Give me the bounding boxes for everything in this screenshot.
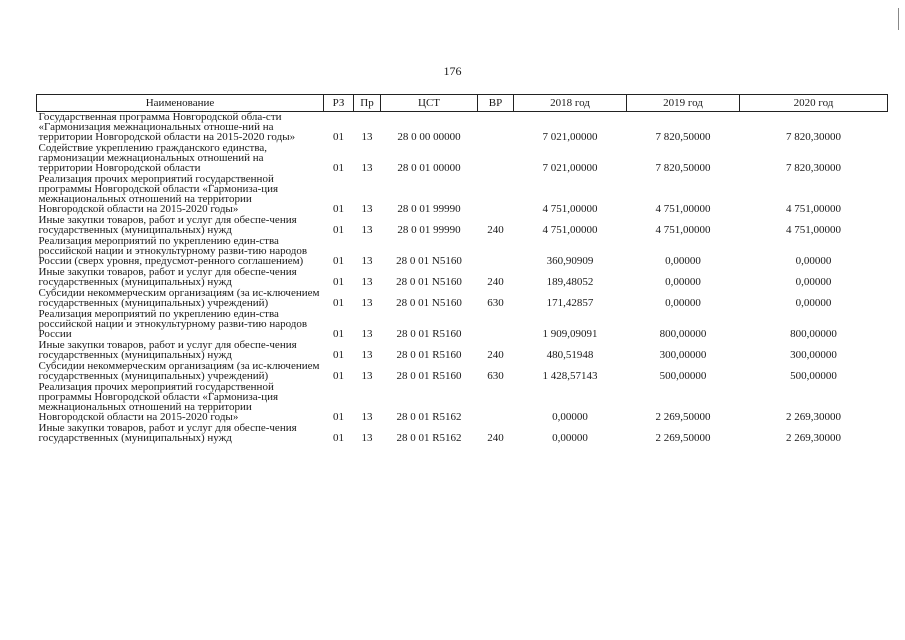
- cell-name: Иные закупки товаров, работ и услуг для обеспе-чения государственных (муниципальных) нужд: [38, 214, 297, 236]
- cell-2019: 0,00000: [665, 255, 701, 267]
- page-number: 176: [443, 64, 462, 78]
- cell-rz: 01: [333, 203, 344, 215]
- budget-table: [36, 94, 888, 444]
- cell-cst: 28 0 01 00000: [397, 162, 461, 174]
- header-vr: ВР: [478, 95, 514, 112]
- cell-vr: 240: [487, 349, 504, 361]
- cell-2020: 4 751,00000: [786, 203, 841, 215]
- cell-rz: 01: [333, 411, 344, 423]
- table-row: [37, 309, 888, 340]
- cell-vr: [478, 236, 514, 267]
- cell-rz: 01: [333, 349, 344, 361]
- table-row: [37, 288, 888, 309]
- cell-name: Реализация мероприятий по укреплению един-ства российской нации и этнокультурному разви-тию народов России (сверх уровня, предусмот-ренного соглашением): [38, 235, 308, 267]
- table-row: [37, 143, 888, 174]
- cell-2018: 7 021,00000: [542, 162, 598, 174]
- cell-name: Государственная программа Новгородской обла-сти «Гармонизация межнациональных отноше-ний на территории Новгородской области на 2015-2020 годы»: [38, 111, 296, 143]
- cell-name: Реализация мероприятий по укреплению един-ства российской нации и этнокультурному разви-тию народов России: [38, 308, 308, 340]
- cell-pr: 13: [361, 432, 373, 444]
- cell-cst: 28 0 01 R5160: [396, 328, 462, 340]
- cell-pr: 13: [361, 328, 373, 340]
- cell-vr: 630: [487, 370, 504, 382]
- cell-rz: 01: [333, 131, 344, 143]
- cell-rz: 01: [333, 224, 344, 236]
- cell-2019: 2 269,50000: [655, 432, 711, 444]
- cell-rz: 01: [333, 255, 344, 267]
- cell-2020: 0,00000: [795, 276, 832, 288]
- cell-2018: 480,51948: [546, 349, 594, 361]
- cell-2020: 4 751,00000: [786, 224, 841, 236]
- cell-cst: 28 0 01 R5160: [396, 349, 462, 361]
- header-pr: Пр: [354, 95, 381, 112]
- cell-rz: 01: [333, 162, 344, 174]
- cell-cst: 28 0 01 R5160: [396, 370, 462, 382]
- cell-2020: 800,00000: [790, 328, 837, 340]
- cell-pr: 13: [361, 131, 373, 143]
- cell-2018: 1 428,57143: [542, 370, 598, 382]
- cell-name: Субсидии некоммерческим организациям (за ис-ключением государственных (муниципальных) учреждений): [38, 360, 320, 382]
- cell-cst: 28 0 01 R5162: [396, 411, 462, 423]
- table-row: [37, 340, 888, 361]
- cell-pr: 13: [361, 349, 373, 361]
- cell-vr: 240: [487, 224, 504, 236]
- cell-vr: 630: [487, 297, 504, 309]
- cell-vr: [478, 309, 514, 340]
- header-2018: 2018 год: [514, 95, 627, 112]
- cell-2020: 0,00000: [795, 297, 832, 309]
- cell-rz: 01: [333, 276, 344, 288]
- cell-2018: 0,00000: [552, 432, 588, 444]
- cell-2019: 2 269,50000: [655, 411, 711, 423]
- table-row: [37, 112, 888, 144]
- cell-2019: 0,00000: [665, 297, 701, 309]
- cell-rz: 01: [333, 432, 344, 444]
- cell-2019: 7 820,50000: [655, 131, 711, 143]
- cell-pr: 13: [361, 370, 373, 382]
- cell-cst: 28 0 00 00000: [397, 131, 461, 143]
- cell-cst: 28 0 01 N5160: [396, 297, 462, 309]
- cell-2018: 360,90909: [546, 255, 594, 267]
- cell-2020: 500,00000: [790, 370, 837, 382]
- cell-vr: [478, 174, 514, 215]
- table-body: [37, 112, 888, 445]
- cell-2019: 7 820,50000: [655, 162, 711, 174]
- cell-pr: 13: [361, 297, 373, 309]
- cell-pr: 13: [361, 255, 373, 267]
- cell-cst: 28 0 01 99990: [397, 203, 461, 215]
- header-rz: РЗ: [324, 95, 354, 112]
- cell-2018: 4 751,00000: [542, 203, 598, 215]
- cell-2020: 2 269,30000: [786, 432, 841, 444]
- cell-2019: 500,00000: [659, 370, 707, 382]
- cell-2019: 0,00000: [665, 276, 701, 288]
- cell-vr: [478, 382, 514, 423]
- cell-rz: 01: [333, 297, 344, 309]
- cell-cst: 28 0 01 N5160: [396, 276, 462, 288]
- header-2019: 2019 год: [627, 95, 740, 112]
- cell-name: Иные закупки товаров, работ и услуг для обеспе-чения государственных (муниципальных) нужд: [38, 422, 297, 444]
- cell-name: Содействие укреплению гражданского единства, гармонизации межнациональных отношений на территории Новгородской области: [38, 142, 268, 174]
- cell-cst: 28 0 01 R5162: [396, 432, 462, 444]
- cell-cst: 28 0 01 99990: [397, 224, 461, 236]
- cell-name: Реализация прочих мероприятий государственной программы Новгородской области «Гармониза-ция межнациональных отношений на территории Новгородской области на 2015-2020 годы»: [38, 381, 279, 423]
- cell-pr: 13: [361, 276, 373, 288]
- cell-2018: 4 751,00000: [542, 224, 598, 236]
- table-row: [37, 236, 888, 267]
- table-row: [37, 215, 888, 236]
- cell-2020: 0,00000: [795, 255, 832, 267]
- table-row: [37, 361, 888, 382]
- cell-2020: 7 820,30000: [786, 162, 841, 174]
- cell-2018: 7 021,00000: [542, 131, 598, 143]
- cell-pr: 13: [361, 162, 373, 174]
- cell-2018: 1 909,09091: [542, 328, 598, 340]
- cell-2020: 2 269,30000: [786, 411, 841, 423]
- cell-2019: 300,00000: [659, 349, 707, 361]
- cell-name: Реализация прочих мероприятий государственной программы Новгородской области «Гармониза-ция межнациональных отношений на территории Новгородской области на 2015-2020 годы»: [38, 173, 279, 215]
- cell-rz: 01: [333, 370, 344, 382]
- cell-2020: 7 820,30000: [786, 131, 841, 143]
- cell-2018: 171,42857: [546, 297, 594, 309]
- table-row: [37, 174, 888, 215]
- cell-rz: 01: [333, 328, 344, 340]
- cell-2019: 4 751,00000: [655, 203, 711, 215]
- table-row: [37, 423, 888, 444]
- table-row: [37, 267, 888, 288]
- cell-2019: 800,00000: [659, 328, 707, 340]
- cell-pr: 13: [361, 224, 373, 236]
- scan-edge-mark: [898, 8, 899, 30]
- cell-vr: 240: [487, 276, 504, 288]
- cell-2018: 189,48052: [546, 276, 594, 288]
- cell-2018: 0,00000: [552, 411, 588, 423]
- cell-pr: 13: [361, 411, 373, 423]
- cell-cst: 28 0 01 N5160: [396, 255, 462, 267]
- header-name: Наименование: [37, 95, 324, 112]
- header-cst: ЦСТ: [381, 95, 478, 112]
- cell-vr: [478, 143, 514, 174]
- cell-name: Субсидии некоммерческим организациям (за ис-ключением государственных (муниципальных) учреждений): [38, 287, 320, 309]
- cell-vr: 240: [487, 432, 504, 444]
- cell-name: Иные закупки товаров, работ и услуг для обеспе-чения государственных (муниципальных) нужд: [38, 266, 297, 288]
- header-2020: 2020 год: [740, 95, 888, 112]
- table-header-row: [37, 95, 888, 112]
- cell-name: Иные закупки товаров, работ и услуг для обеспе-чения государственных (муниципальных) нужд: [38, 339, 297, 361]
- cell-vr: [478, 112, 514, 144]
- table-row: [37, 382, 888, 423]
- cell-pr: 13: [361, 203, 373, 215]
- cell-2019: 4 751,00000: [655, 224, 711, 236]
- cell-2020: 300,00000: [790, 349, 837, 361]
